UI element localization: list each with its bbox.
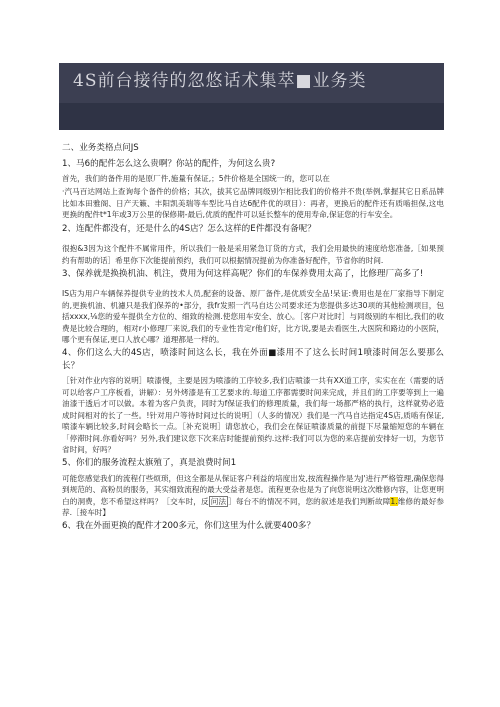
answer-paragraph: 很抱&3因为这个配件不属常用件，所以我们一般是采用紧急订货的方式，我们会用最快的速度给您准备,［如果预约有帮助的话］希里你下次能提前预约，我们可以根据情况提前为你准备好配件，节省你的时间. [62,244,444,265]
text-segment: 维修的最好参荐.［接车时】 [62,496,445,518]
document-body [62,140,444,536]
document-title: 4S前台接待的忽悠话术集萃■业务类 [73,71,367,91]
answer-paragraph: IS店为用户车辆保养提供专业的技术人员,配套的设备、原厂备件,是优质安全品!呆证:费用也是在厂家指导下制定的,更换机油、机濾只是我们保养的•部分，我fr发照一汽马自达公司要求还为您提供多达30项的其他检测项目，包括xxxx,⅛您的爱车提供全方位的、细致的检测.使您用车安全、放心。［客户对比时］与同级别的车相比,我们的收费是比较合理的，相对r小修理厂来说,我们的专业性肯定r他们好，比方说,要是去看医生,大医院和路边的小医院，哪个更有保证,更口人放心哪？道理都是一样的。 [62,289,444,345]
answer-paragraph: ·汽马百达网站上查询每个备件的价格；其次，拔其它品牌同级别乍相比我们的价格并不贵(举例,掌握其它日系品牌比如本田雅阁、日产天籁、丰阳凯美瑞等车型比马自达6配件优的项目）：再者，更换后的配件还有质啮担保,这电更换的配件t*1年或3万公里的保修期-最后,优质的配件可以延长整车的使用寿命,保证您的行车安全。 [62,187,444,220]
question-heading: 5、你们的服务流程太旗殖了，真是浪费时间1 [62,458,237,469]
answer-paragraph: ［针对作业内容的说明］喷漆慢，主要是因为喷漆的工序较多,我们店喷漆一共有XX道工序，实实在在（需要的话可以给客户工序板看，讲解）：另外烤漆是有工艺要求的.每道工序都需要时间来完成，并且们的工序要等到上一遍油漆干透后才可以做。本着为客户负责，同时为f保证我们的修理质量，我们每一场都严格的执行，这样就势必造成时间相对的长了一些。!针对用户等待时间过长的说明］（人多的情况）我们是一汽马自达指定4S店,质啮有保证,喷漆车辆比较多,时间会略长一点。［补充说明］请您放心，我们会在保证喷漆质量的前提下尽量缩短您的车辆在「停滞时间.你看好吗？另外,我们建议您下次来店时能提前预约.这样:我们可以为您的来店提前安排好一切，为您节省时间，好吗？ [62,376,444,454]
highlighted-text: 1. [390,496,398,506]
question-heading: 2、连配件都没有，还是什么的4S店？怎么这样的E件都没有备呢？ [62,223,316,234]
title-banner-band [59,103,444,130]
answer-paragraph: 首先，我们的备件用的是原厂件,施量有保证,；5件价格是全国统一的，您可以在 [62,174,330,183]
question-heading: 6、我在外面更换的配件才200多元，你们这里为什么就要400多？ [62,521,316,532]
text-segment: ］每台不的情况不同，您的叙述是我们判断故障 [228,496,391,506]
question-heading: 3、保养就是换换机油、机注，费用为何这样高呢？你们的车保养费用太高了，比修理厂高多了! [62,268,424,279]
text-segment: 可能您感觉我们的流程仃些烦琐，但这全都是从保证客户利益的培度出发,按流程操作是为J'进行严格管理,确保您得到规范的、高粉员的服务，其实细致流程的最大受益者是您。流程更杂也是为了向您说明这次维修内容，让您更明白的洞费，您不希望这样吗？［交车时，反 [62,473,444,506]
question-heading: 4、你们这么大的4S店，喷漆时间这么长，我在外面■漆用不了这么长时间1喷漆时间怎么要那么长？ [62,348,444,371]
question-heading: 1、马6的配件怎么这么贵啊？你站的配件，为何这么贵? [62,158,276,169]
question-heading: 二、业务类格点问JS [62,143,139,153]
boxed-text: 问法 [210,496,227,506]
answer-paragraph [62,473,444,519]
